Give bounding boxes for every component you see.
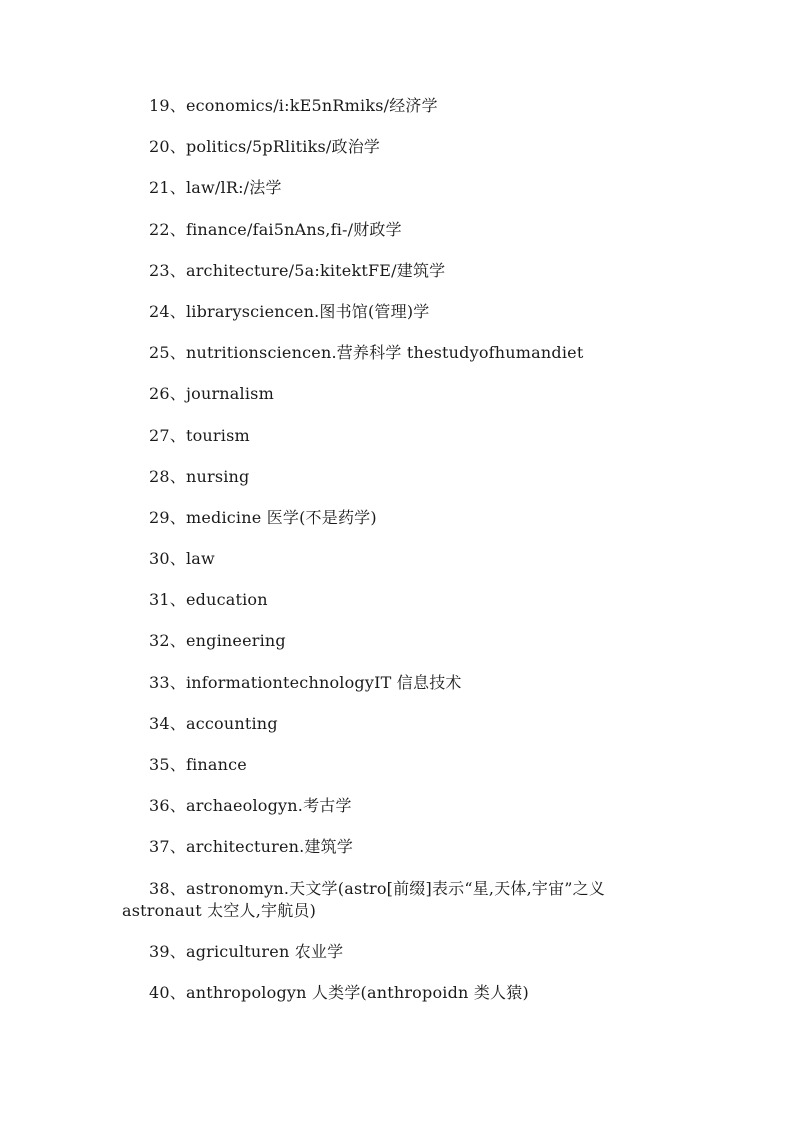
list-item: 27、tourism xyxy=(149,425,250,445)
list-item: 30、law xyxy=(149,549,215,569)
list-item: 28、nursing xyxy=(149,466,250,486)
list-item: 35、finance xyxy=(149,755,247,774)
list-item: 34、accounting xyxy=(149,713,278,733)
list-item: 24、librarysciencen.图书馆(管理)学 xyxy=(149,301,430,321)
list-item: 22、finance/fai5nAns,fi-/财政学 xyxy=(149,219,402,239)
list-item: 21、law/lR:/法学 xyxy=(149,178,282,198)
list-item: 31、education xyxy=(149,590,268,610)
list-item: 37、architecturen.建筑学 xyxy=(149,837,354,857)
list-item: 20、politics/5pRlitiks/政治学 xyxy=(149,137,381,157)
list-item: 33、informationtechnologyIT 信息技术 xyxy=(149,672,462,692)
list-item: 38、astronomyn.天文学(astro[前缀]表示“星,天体,宇宙”之义 astronaut 太空人,宇航员) xyxy=(122,878,606,920)
list-item: 36、archaeologyn.考古学 xyxy=(149,796,352,816)
list-item: 40、anthropologyn 人类学(anthropoidn 类人猿) xyxy=(149,982,529,1002)
list-item: 39、agriculturen 农业学 xyxy=(149,941,344,961)
list-item: 23、architecture/5a:kitektFE/建筑学 xyxy=(149,260,446,280)
list-item: 29、medicine 医学(不是药学) xyxy=(149,507,377,527)
list-item: 32、engineering xyxy=(149,631,286,651)
list-item: 25、nutritionsciencen.营养科学 thestudyofhumandiet xyxy=(149,343,584,363)
list-item: 19、economics/i:kE5nRmiks/经济学 xyxy=(149,96,438,115)
list-item: 26、journalism xyxy=(149,384,274,404)
vocabulary-list xyxy=(122,95,682,1004)
